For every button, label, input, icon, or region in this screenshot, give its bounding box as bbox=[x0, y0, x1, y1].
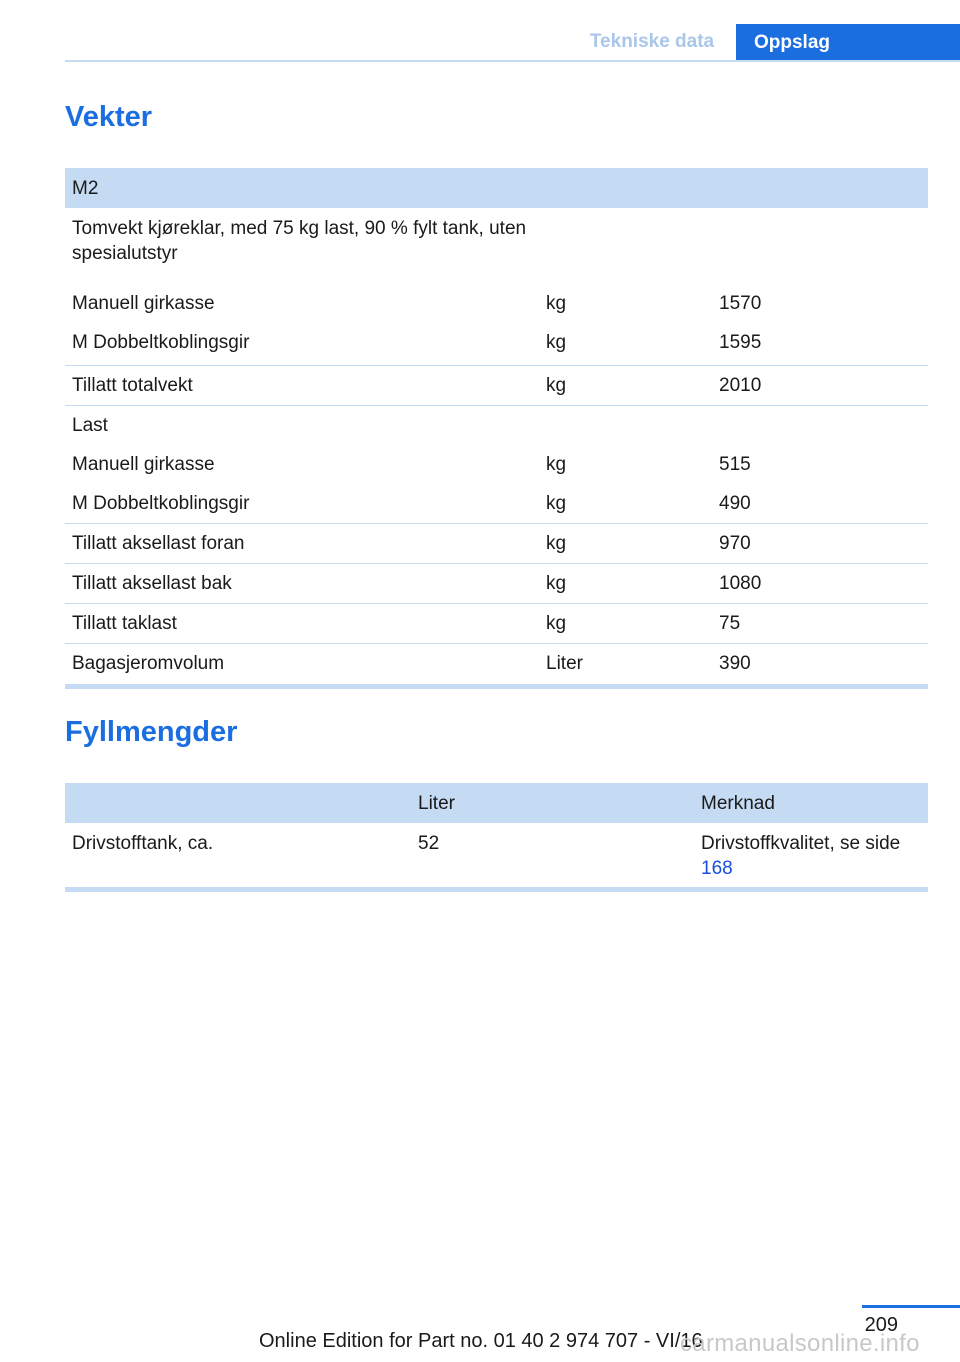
table-row bbox=[65, 288, 928, 328]
row-unit: kg bbox=[546, 613, 567, 634]
chapter-tab[interactable]: Oppslag bbox=[736, 24, 960, 62]
page-link[interactable]: 168 bbox=[701, 858, 733, 879]
page-number: 209 bbox=[864, 1314, 898, 1336]
row-label: Manuell girkasse bbox=[72, 293, 215, 314]
row-label: Last bbox=[72, 415, 108, 436]
row-label: Bagasjeromvolum bbox=[72, 653, 225, 674]
row-value: 52 bbox=[418, 833, 440, 854]
capacities-table bbox=[65, 783, 928, 892]
watermark: carmanualsonline.info bbox=[680, 1330, 920, 1357]
header-rule bbox=[65, 60, 960, 62]
row-unit: kg bbox=[546, 533, 567, 554]
table-row bbox=[65, 208, 928, 288]
row-unit: Liter bbox=[546, 653, 583, 674]
row-label: Manuell girkasse bbox=[72, 454, 215, 475]
model-label: M2 bbox=[72, 177, 99, 199]
row-label: Drivstofftank, ca. bbox=[72, 833, 214, 854]
row-value bbox=[712, 413, 928, 446]
table-row bbox=[65, 446, 928, 486]
row-label: Tillatt taklast bbox=[72, 613, 177, 634]
capacities-table-header bbox=[65, 783, 928, 823]
table-row bbox=[65, 564, 928, 604]
row-note bbox=[694, 831, 928, 887]
row-label: Tillatt aksellast foran bbox=[72, 533, 245, 554]
column-header-note: Merknad bbox=[701, 792, 775, 814]
edition-text: Online Edition for Part no. 01 40 2 974 707 - VI/16 bbox=[259, 1330, 703, 1352]
table-row bbox=[65, 366, 928, 406]
note-text: Drivstoffkvalitet, se side bbox=[701, 833, 901, 854]
weights-table bbox=[65, 168, 928, 689]
row-value: 1595 bbox=[719, 332, 762, 353]
table-row bbox=[65, 486, 928, 524]
row-unit: kg bbox=[546, 375, 567, 396]
row-label: M Dobbeltkoblingsgir bbox=[72, 493, 250, 514]
row-value: 490 bbox=[719, 493, 751, 514]
row-unit: kg bbox=[546, 493, 567, 514]
row-unit: kg bbox=[546, 454, 567, 475]
row-unit: kg bbox=[546, 293, 567, 314]
capacities-heading: Fyllmengder bbox=[65, 716, 238, 748]
row-unit: kg bbox=[546, 332, 567, 353]
table-row bbox=[65, 328, 928, 366]
row-value: 1080 bbox=[719, 573, 762, 594]
row-unit bbox=[539, 216, 712, 288]
table-row bbox=[65, 524, 928, 564]
section-tab[interactable]: Tekniske data bbox=[589, 31, 715, 52]
row-value: 1570 bbox=[719, 293, 762, 314]
weights-heading: Vekter bbox=[65, 101, 153, 133]
row-value: 390 bbox=[719, 653, 751, 674]
row-value: 515 bbox=[719, 454, 751, 475]
row-label: Tillatt aksellast bak bbox=[72, 573, 232, 594]
row-label: Tomvekt kjøreklar, med 75 kg last, 90 % fylt tank, uten spesialutstyr bbox=[72, 218, 527, 264]
row-value: 75 bbox=[719, 613, 741, 634]
footer-rule bbox=[862, 1305, 960, 1308]
row-unit bbox=[539, 413, 712, 446]
table-row bbox=[65, 406, 928, 446]
table-row bbox=[65, 604, 928, 644]
table-row bbox=[65, 823, 928, 892]
table-row bbox=[65, 644, 928, 689]
weights-table-header bbox=[65, 168, 928, 208]
row-value bbox=[712, 216, 928, 288]
row-label: Tillatt totalvekt bbox=[72, 375, 193, 396]
row-unit: kg bbox=[546, 573, 567, 594]
row-label: M Dobbeltkoblingsgir bbox=[72, 332, 250, 353]
column-header-unit: Liter bbox=[418, 792, 455, 814]
row-value: 2010 bbox=[719, 375, 762, 396]
row-value: 970 bbox=[719, 533, 751, 554]
